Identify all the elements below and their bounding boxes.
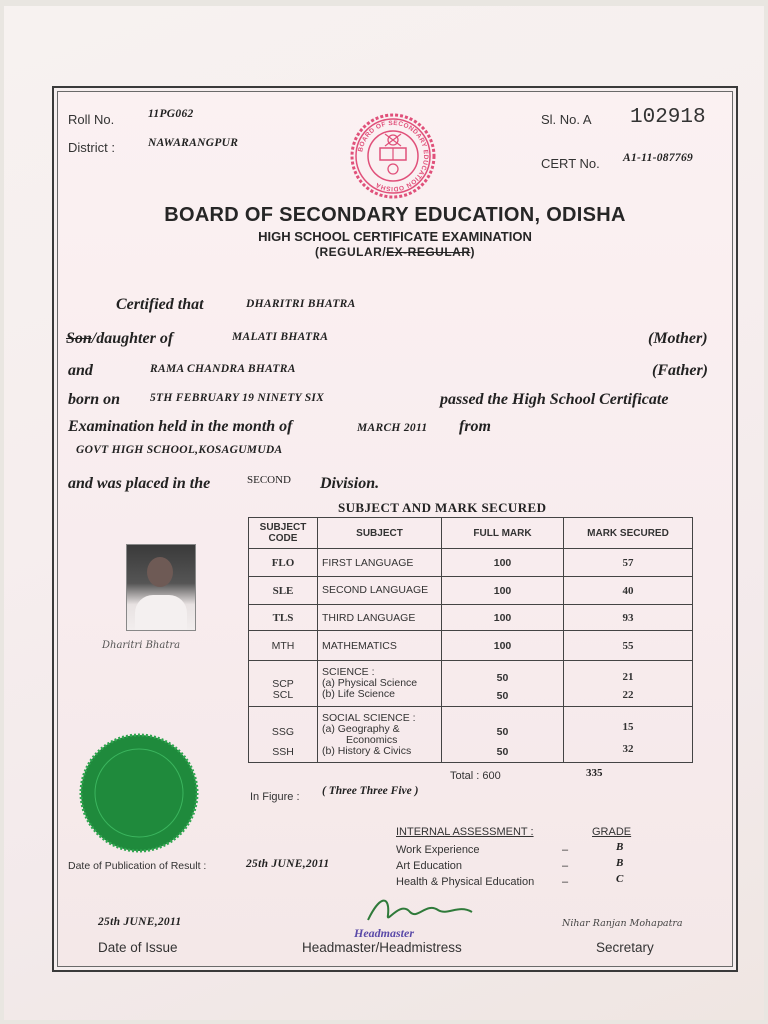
publication-label: Date of Publication of Result : <box>68 860 207 872</box>
subject-name: SECOND LANGUAGE <box>318 577 442 605</box>
full-mark: 50 <box>496 725 509 738</box>
issue-label: Date of Issue <box>98 940 178 955</box>
headmaster-label: Headmaster/Headmistress <box>302 940 462 955</box>
secretary-label: Secretary <box>596 940 654 955</box>
district-label: District : <box>68 140 115 155</box>
date-of-birth: 5TH FEBRUARY 19 NINETY SIX <box>150 392 325 404</box>
exam-title: HIGH SCHOOL CERTIFICATE EXAMINATION <box>258 229 532 244</box>
mark-secured: 15 <box>622 720 634 733</box>
mark-secured-group <box>564 707 693 763</box>
subject-code: FLO <box>249 549 318 577</box>
table-row <box>249 549 693 577</box>
full-mark-group <box>442 661 564 707</box>
subject-group-title: SOCIAL SCIENCE : <box>322 711 416 724</box>
exam-type-close: ) <box>470 245 475 259</box>
total-full-mark: Total : 600 <box>450 770 501 782</box>
header-mark-secured: MARK SECURED <box>564 518 693 549</box>
subject-name: MATHEMATICS <box>318 631 442 661</box>
issue-date: 25th JUNE,2011 <box>98 916 182 928</box>
student-photo <box>126 544 196 631</box>
subject-name-group <box>318 707 442 763</box>
mark-secured: 55 <box>564 631 693 661</box>
exam-type <box>54 245 736 259</box>
subject-name: THIRD LANGUAGE <box>318 605 442 631</box>
full-mark: 50 <box>496 689 509 702</box>
subject-name-group <box>318 661 442 707</box>
headmaster-signature-icon <box>360 890 480 930</box>
mother-name: MALATI BHATRA <box>232 331 329 343</box>
ia-item-grade: B <box>616 841 624 853</box>
table-row-social-science <box>249 707 693 763</box>
division-value: SECOND <box>247 474 292 486</box>
header-subject: SUBJECT <box>318 518 442 549</box>
serial-label: Sl. No. A <box>541 112 592 127</box>
relation-label <box>66 330 173 348</box>
subject-name-cont: Economics <box>346 733 398 746</box>
headmaster-stamp: Headmaster <box>354 926 414 940</box>
mark-secured: 93 <box>564 605 693 631</box>
full-mark: 100 <box>442 605 564 631</box>
cert-value: A1-11-087769 <box>623 152 694 164</box>
serial-number: 102918 <box>630 106 706 129</box>
photo-face <box>147 557 173 587</box>
publication-date: 25th JUNE,2011 <box>246 858 330 870</box>
photo-signature: Dharitri Bhatra <box>102 640 181 651</box>
full-mark: 50 <box>496 745 509 758</box>
in-figure-value: ( Three Three Five ) <box>322 785 419 797</box>
full-mark: 100 <box>442 631 564 661</box>
placed-label: and was placed in the <box>68 475 211 492</box>
mark-secured: 22 <box>622 688 634 701</box>
full-mark-group <box>442 707 564 763</box>
grade-label: GRADE <box>592 826 632 838</box>
regular-label: (REGULAR/ <box>314 245 387 259</box>
subject-code: SLE <box>249 577 318 605</box>
seal-text: BOARD OF SECONDARY EDUCATION ODISHA <box>357 119 430 193</box>
header-full-mark: FULL MARK <box>442 518 564 549</box>
green-seal-icon <box>78 732 200 854</box>
father-name: RAMA CHANDRA BHATRA <box>150 363 296 375</box>
header-subject-code: SUBJECT CODE <box>249 518 318 549</box>
mark-secured: 57 <box>564 549 693 577</box>
table-header-row <box>249 518 693 549</box>
subject-name: (b) History & Civics <box>322 744 412 757</box>
ia-item-grade: C <box>616 873 624 885</box>
daughter-label: /daughter of <box>91 330 174 347</box>
roll-label: Roll No. <box>68 112 115 127</box>
full-mark: 100 <box>442 549 564 577</box>
student-name: DHARITRI BHATRA <box>246 298 356 310</box>
mark-secured: 21 <box>622 670 634 683</box>
ia-item-name: Art Education <box>396 860 463 872</box>
table-row-science <box>249 661 693 707</box>
ia-item-name: Health & Physical Education <box>396 876 535 888</box>
ia-item-dash: – <box>562 844 569 856</box>
subject-code: SSG <box>271 725 295 738</box>
subject-group-title: SCIENCE : <box>322 666 375 678</box>
ia-item-grade: B <box>616 857 624 869</box>
full-mark: 50 <box>496 671 509 684</box>
mark-secured-group <box>564 661 693 707</box>
ex-regular-label: EX-REGULAR <box>386 245 471 259</box>
subject-name: (a) Geography & <box>322 722 400 735</box>
subject-code: TLS <box>249 605 318 631</box>
marks-table <box>248 517 693 763</box>
father-label: (Father) <box>652 362 708 379</box>
certified-label: Certified that <box>116 296 204 313</box>
subject-code: MTH <box>249 631 318 661</box>
table-row <box>249 605 693 631</box>
school-name: GOVT HIGH SCHOOL,KOSAGUMUDA <box>76 444 283 456</box>
subject-code-group <box>249 707 318 763</box>
district-value: NAWARANGPUR <box>148 137 239 149</box>
ia-item-dash: – <box>562 876 569 888</box>
subject-code-group <box>249 661 318 707</box>
in-figure-label: In Figure : <box>250 791 300 803</box>
subject-code: SCL <box>272 688 294 701</box>
born-label: born on <box>68 391 121 408</box>
table-row <box>249 577 693 605</box>
son-label: Son <box>66 330 92 347</box>
subject-code: SSH <box>272 745 294 758</box>
from-label: from <box>459 418 491 435</box>
table-row <box>249 631 693 661</box>
roll-value: 11PG062 <box>148 108 194 120</box>
mark-secured: 32 <box>622 742 634 755</box>
exam-month: MARCH 2011 <box>357 422 428 434</box>
division-label: Division. <box>320 475 380 492</box>
marks-heading: SUBJECT AND MARK SECURED <box>338 500 547 515</box>
exam-month-label: Examination held in the month of <box>68 418 293 435</box>
ia-item-name: Work Experience <box>396 844 480 856</box>
photo-shoulders <box>135 595 187 630</box>
subject-name: (a) Physical Science <box>322 677 418 689</box>
passed-label: passed the High School Certificate <box>440 391 669 408</box>
full-mark: 100 <box>442 577 564 605</box>
mother-label: (Mother) <box>648 330 708 347</box>
total-secured: 335 <box>586 767 603 779</box>
and-label: and <box>68 362 93 379</box>
subject-name: FIRST LANGUAGE <box>318 549 442 577</box>
mark-secured: 40 <box>564 577 693 605</box>
board-seal-icon <box>349 112 437 200</box>
subject-code: SCP <box>272 677 294 690</box>
subject-name: (b) Life Science <box>322 688 395 700</box>
ia-item-dash: – <box>562 860 569 872</box>
internal-assessment-title: INTERNAL ASSESSMENT : <box>396 826 534 838</box>
board-title: BOARD OF SECONDARY EDUCATION, ODISHA <box>164 204 626 226</box>
secretary-signature: Nihar Ranjan Mohapatra <box>562 918 683 929</box>
cert-label: CERT No. <box>541 156 600 171</box>
